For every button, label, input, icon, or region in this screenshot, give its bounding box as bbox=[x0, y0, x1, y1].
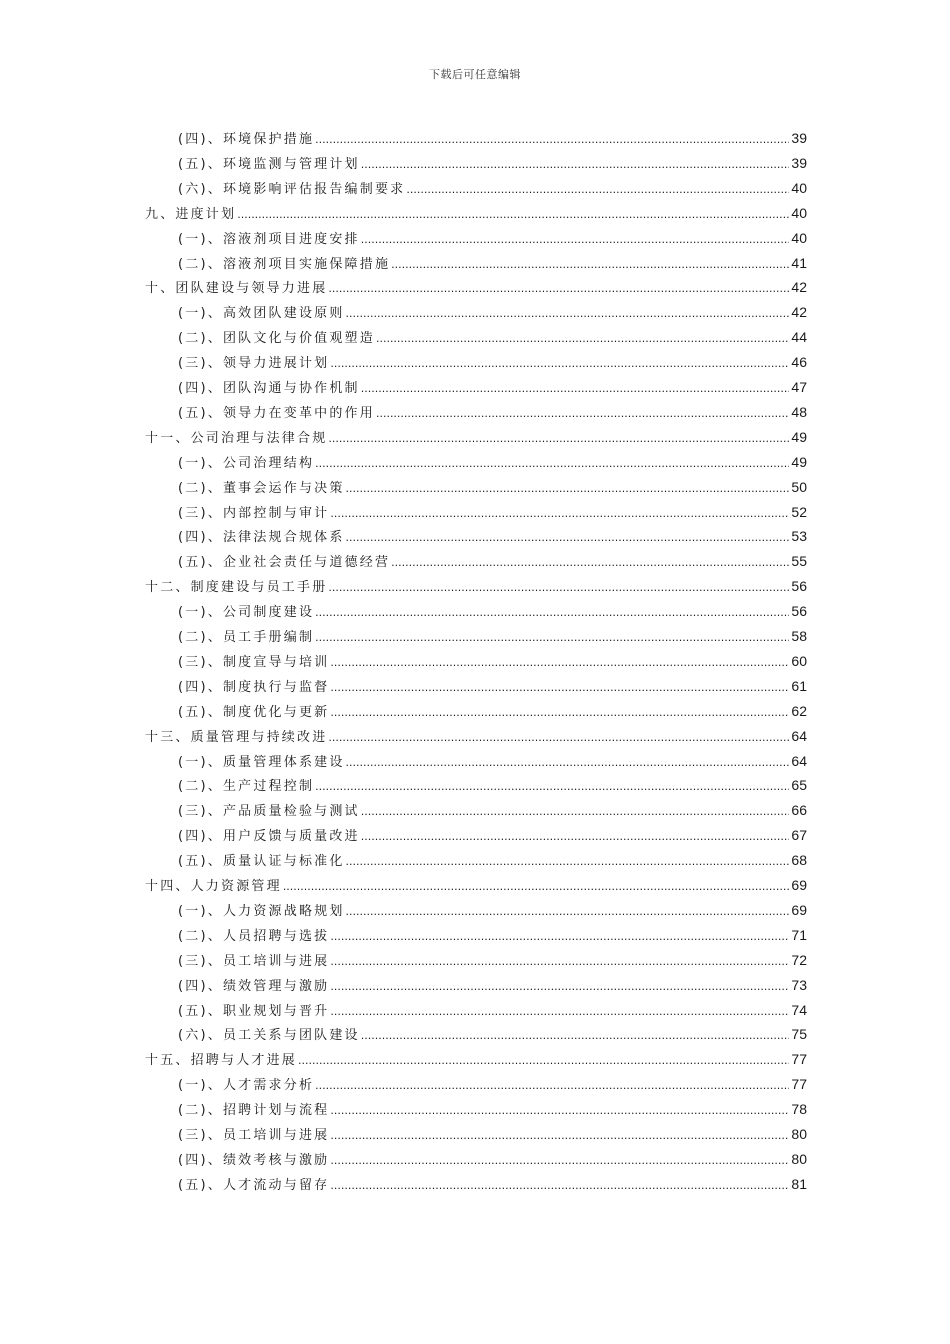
toc-entry-title: (四)、团队沟通与协作机制 bbox=[178, 381, 360, 396]
toc-entry-page-number: 41 bbox=[791, 254, 807, 271]
toc-entry[interactable] bbox=[178, 1172, 807, 1197]
toc-entry[interactable] bbox=[145, 425, 807, 450]
toc-entry-page-number: 42 bbox=[791, 304, 807, 321]
toc-entry-page-number: 80 bbox=[791, 1150, 807, 1167]
toc-dot-leader bbox=[346, 900, 789, 925]
toc-entry-page-number: 52 bbox=[791, 503, 807, 520]
toc-entry-title: (一)、高效团队建设原则 bbox=[178, 306, 345, 322]
toc-entry[interactable] bbox=[178, 749, 807, 774]
toc-entry[interactable] bbox=[178, 251, 807, 276]
toc-entry-page-number: 40 bbox=[791, 179, 807, 196]
toc-entry[interactable] bbox=[178, 674, 807, 699]
toc-entry-page-number: 50 bbox=[791, 478, 807, 495]
toc-entry[interactable] bbox=[178, 475, 807, 500]
toc-entry[interactable] bbox=[178, 1122, 807, 1147]
toc-entry[interactable] bbox=[178, 176, 807, 201]
toc-entry[interactable] bbox=[178, 898, 807, 923]
toc-dot-leader bbox=[315, 626, 789, 651]
toc-entry-page-number: 39 bbox=[791, 154, 807, 171]
toc-entry-title: (一)、溶液剂项目进度安排 bbox=[178, 231, 360, 247]
toc-entry-page-number: 58 bbox=[791, 628, 807, 644]
toc-entry[interactable] bbox=[178, 350, 807, 375]
toc-entry[interactable] bbox=[145, 873, 807, 898]
toc-entry-page-number: 64 bbox=[791, 727, 807, 744]
toc-dot-leader bbox=[361, 1024, 789, 1049]
toc-entry-title: (四)、绩效管理与激励 bbox=[178, 978, 330, 994]
toc-entry-title: (一)、公司治理结构 bbox=[178, 455, 315, 471]
toc-dot-leader bbox=[391, 253, 789, 278]
toc-entry[interactable] bbox=[178, 450, 807, 475]
toc-entry[interactable] bbox=[178, 151, 807, 176]
toc-entry-title: 十一、公司治理与法律合规 bbox=[145, 430, 328, 446]
toc-entry-page-number: 40 bbox=[791, 229, 807, 246]
toc-dot-leader bbox=[361, 377, 789, 402]
toc-entry[interactable] bbox=[178, 773, 807, 798]
toc-entry[interactable] bbox=[145, 724, 807, 749]
toc-entry-page-number: 68 bbox=[791, 852, 807, 869]
toc-entry[interactable] bbox=[178, 1072, 807, 1097]
toc-dot-leader bbox=[328, 576, 789, 601]
toc-entry[interactable] bbox=[145, 201, 807, 226]
toc-entry[interactable] bbox=[178, 998, 807, 1023]
toc-dot-leader bbox=[283, 875, 789, 900]
toc-entry-title: (一)、人力资源战略规划 bbox=[178, 903, 345, 919]
toc-entry-page-number: 64 bbox=[791, 752, 807, 769]
toc-entry-page-number: 49 bbox=[791, 453, 807, 470]
toc-entry-page-number: 81 bbox=[791, 1175, 807, 1192]
toc-entry[interactable] bbox=[178, 1097, 807, 1122]
toc-dot-leader bbox=[330, 925, 789, 950]
toc-entry-title: 九、进度计划 bbox=[145, 206, 237, 222]
toc-entry-title: 十二、制度建设与员工手册 bbox=[145, 580, 328, 596]
toc-entry-page-number: 66 bbox=[791, 802, 807, 819]
toc-dot-leader bbox=[330, 352, 789, 377]
toc-entry-page-number: 55 bbox=[791, 553, 807, 570]
toc-entry[interactable] bbox=[178, 599, 807, 624]
toc-entry[interactable] bbox=[178, 699, 807, 724]
toc-entry-title: 十四、人力资源管理 bbox=[145, 879, 282, 894]
toc-entry[interactable] bbox=[178, 624, 807, 649]
toc-dot-leader bbox=[330, 502, 789, 527]
toc-entry-page-number: 65 bbox=[791, 777, 807, 794]
toc-dot-leader bbox=[361, 228, 789, 253]
toc-dot-leader bbox=[330, 1099, 789, 1124]
toc-entry-title: (二)、人员招聘与选拔 bbox=[178, 928, 330, 944]
toc-dot-leader bbox=[315, 1074, 789, 1099]
toc-entry-page-number: 69 bbox=[791, 877, 807, 893]
toc-entry[interactable] bbox=[178, 400, 807, 425]
toc-entry[interactable] bbox=[145, 1047, 807, 1072]
toc-entry-page-number: 80 bbox=[791, 1126, 807, 1142]
toc-entry-title: (五)、人才流动与留存 bbox=[178, 1177, 330, 1193]
toc-entry[interactable] bbox=[178, 1147, 807, 1172]
toc-entry[interactable] bbox=[178, 973, 807, 998]
toc-entry-page-number: 39 bbox=[791, 130, 807, 146]
toc-entry-page-number: 44 bbox=[791, 329, 807, 346]
toc-entry-title: (六)、员工关系与团队建设 bbox=[178, 1028, 360, 1044]
toc-entry-title: (五)、质量认证与标准化 bbox=[178, 854, 345, 870]
toc-dot-leader bbox=[330, 1174, 789, 1199]
toc-entry-page-number: 67 bbox=[791, 827, 807, 844]
toc-dot-leader bbox=[315, 452, 789, 477]
toc-dot-leader bbox=[330, 1000, 789, 1025]
toc-entry-title: (三)、领导力进展计划 bbox=[178, 356, 330, 372]
toc-entry-page-number: 49 bbox=[791, 428, 807, 445]
toc-dot-leader bbox=[330, 651, 789, 676]
toc-entry-page-number: 62 bbox=[791, 702, 807, 719]
toc-entry-title: (六)、环境影响评估报告编制要求 bbox=[178, 181, 406, 197]
toc-entry-page-number: 72 bbox=[791, 951, 807, 968]
toc-entry-page-number: 40 bbox=[791, 204, 807, 221]
toc-dot-leader bbox=[346, 751, 789, 776]
toc-entry[interactable] bbox=[178, 500, 807, 525]
toc-entry-title: 十、团队建设与领导力进展 bbox=[145, 281, 328, 297]
toc-entry-title: (二)、生产过程控制 bbox=[178, 779, 315, 795]
toc-entry-title: (五)、制度优化与更新 bbox=[178, 704, 330, 720]
toc-dot-leader bbox=[376, 402, 789, 427]
toc-entry[interactable] bbox=[145, 574, 807, 599]
toc-entry-page-number: 47 bbox=[791, 379, 807, 395]
toc-dot-leader bbox=[406, 178, 789, 203]
toc-entry[interactable] bbox=[178, 126, 807, 151]
toc-entry-title: (二)、团队文化与价值观塑造 bbox=[178, 331, 375, 347]
toc-entry[interactable] bbox=[145, 275, 807, 300]
toc-entry-title: (三)、内部控制与审计 bbox=[178, 505, 330, 521]
toc-dot-leader bbox=[315, 775, 789, 800]
toc-entry-page-number: 71 bbox=[791, 926, 807, 943]
toc-entry[interactable] bbox=[178, 549, 807, 574]
toc-dot-leader bbox=[328, 726, 789, 751]
toc-entry-page-number: 46 bbox=[791, 354, 807, 371]
toc-entry[interactable] bbox=[178, 300, 807, 325]
toc-dot-leader bbox=[361, 825, 789, 850]
toc-dot-leader bbox=[330, 950, 789, 975]
toc-entry[interactable] bbox=[178, 923, 807, 948]
toc-entry-title: (二)、溶液剂项目实施保障措施 bbox=[178, 256, 391, 272]
toc-dot-leader bbox=[330, 701, 789, 726]
toc-dot-leader bbox=[315, 601, 789, 626]
toc-dot-leader bbox=[361, 153, 789, 178]
toc-dot-leader bbox=[328, 427, 789, 452]
toc-entry-page-number: 77 bbox=[791, 1051, 807, 1068]
toc-entry-title: (四)、绩效考核与激励 bbox=[178, 1152, 330, 1168]
toc-entry-page-number: 75 bbox=[791, 1026, 807, 1043]
toc-entry-page-number: 60 bbox=[791, 652, 807, 669]
toc-entry-title: (五)、领导力在变革中的作用 bbox=[178, 405, 375, 421]
toc-entry-title: 十三、质量管理与持续改进 bbox=[145, 729, 328, 745]
toc-entry-page-number: 56 bbox=[791, 578, 807, 595]
toc-entry[interactable] bbox=[178, 649, 807, 674]
toc-dot-leader bbox=[346, 302, 789, 327]
toc-dot-leader bbox=[376, 327, 789, 352]
toc-entry-page-number: 78 bbox=[791, 1101, 807, 1118]
toc-entry-title: (四)、用户反馈与质量改进 bbox=[178, 829, 360, 845]
toc-dot-leader bbox=[330, 975, 789, 1000]
toc-entry-page-number: 53 bbox=[791, 528, 807, 545]
toc-entry-title: (二)、招聘计划与流程 bbox=[178, 1103, 330, 1119]
toc-entry[interactable] bbox=[178, 524, 807, 549]
toc-entry-title: (一)、公司制度建设 bbox=[178, 605, 315, 621]
toc-entry-title: (三)、产品质量检验与测试 bbox=[178, 804, 360, 820]
toc-dot-leader bbox=[330, 1124, 789, 1149]
toc-entry-page-number: 74 bbox=[791, 1001, 807, 1018]
toc-entry[interactable] bbox=[178, 375, 807, 400]
toc-dot-leader bbox=[361, 800, 789, 825]
toc-entry[interactable] bbox=[178, 798, 807, 823]
toc-dot-leader bbox=[391, 551, 789, 576]
toc-dot-leader bbox=[330, 1149, 789, 1174]
toc-dot-leader bbox=[315, 128, 789, 153]
toc-entry-page-number: 48 bbox=[791, 403, 807, 420]
toc-entry-title: (三)、员工培训与进展 bbox=[178, 1128, 330, 1143]
toc-entry-page-number: 73 bbox=[791, 976, 807, 993]
toc-entry-title: (三)、员工培训与进展 bbox=[178, 953, 330, 969]
toc-entry-title: (四)、法律法规合规体系 bbox=[178, 530, 345, 546]
toc-entry-title: (一)、人才需求分析 bbox=[178, 1078, 315, 1094]
toc-entry-page-number: 42 bbox=[791, 279, 807, 296]
toc-entry[interactable] bbox=[178, 1022, 807, 1047]
toc-entry-title: (四)、制度执行与监督 bbox=[178, 679, 330, 695]
toc-dot-leader bbox=[346, 850, 789, 875]
toc-entry-title: (三)、制度宣导与培训 bbox=[178, 654, 330, 670]
toc-entry-page-number: 61 bbox=[791, 677, 807, 694]
toc-entry-title: (五)、环境监测与管理计划 bbox=[178, 156, 360, 172]
toc-entry[interactable] bbox=[178, 848, 807, 873]
toc-entry-page-number: 56 bbox=[791, 603, 807, 620]
toc-entry-page-number: 69 bbox=[791, 901, 807, 918]
toc-entry-title: (一)、质量管理体系建设 bbox=[178, 754, 345, 770]
toc-entry-title: (五)、职业规划与晋升 bbox=[178, 1003, 330, 1019]
toc-dot-leader bbox=[237, 203, 789, 228]
toc-entry-title: (五)、企业社会责任与道德经营 bbox=[178, 555, 391, 571]
toc-entry[interactable] bbox=[178, 325, 807, 350]
toc-entry[interactable] bbox=[178, 823, 807, 848]
toc-dot-leader bbox=[330, 676, 789, 701]
toc-entry-title: 十五、招聘与人才进展 bbox=[145, 1053, 298, 1069]
toc-entry-title: (四)、环境保护措施 bbox=[178, 132, 315, 147]
toc-entry[interactable] bbox=[178, 226, 807, 251]
toc-dot-leader bbox=[346, 477, 789, 502]
toc-dot-leader bbox=[346, 526, 789, 551]
toc-entry-title: (二)、员工手册编制 bbox=[178, 630, 315, 645]
page-header: 下载后可任意编辑 bbox=[429, 68, 521, 81]
toc-entry[interactable] bbox=[178, 948, 807, 973]
toc-entry-page-number: 77 bbox=[791, 1076, 807, 1093]
toc-entry-title: (二)、董事会运作与决策 bbox=[178, 480, 345, 496]
toc-dot-leader bbox=[298, 1049, 789, 1074]
toc-dot-leader bbox=[328, 277, 789, 302]
